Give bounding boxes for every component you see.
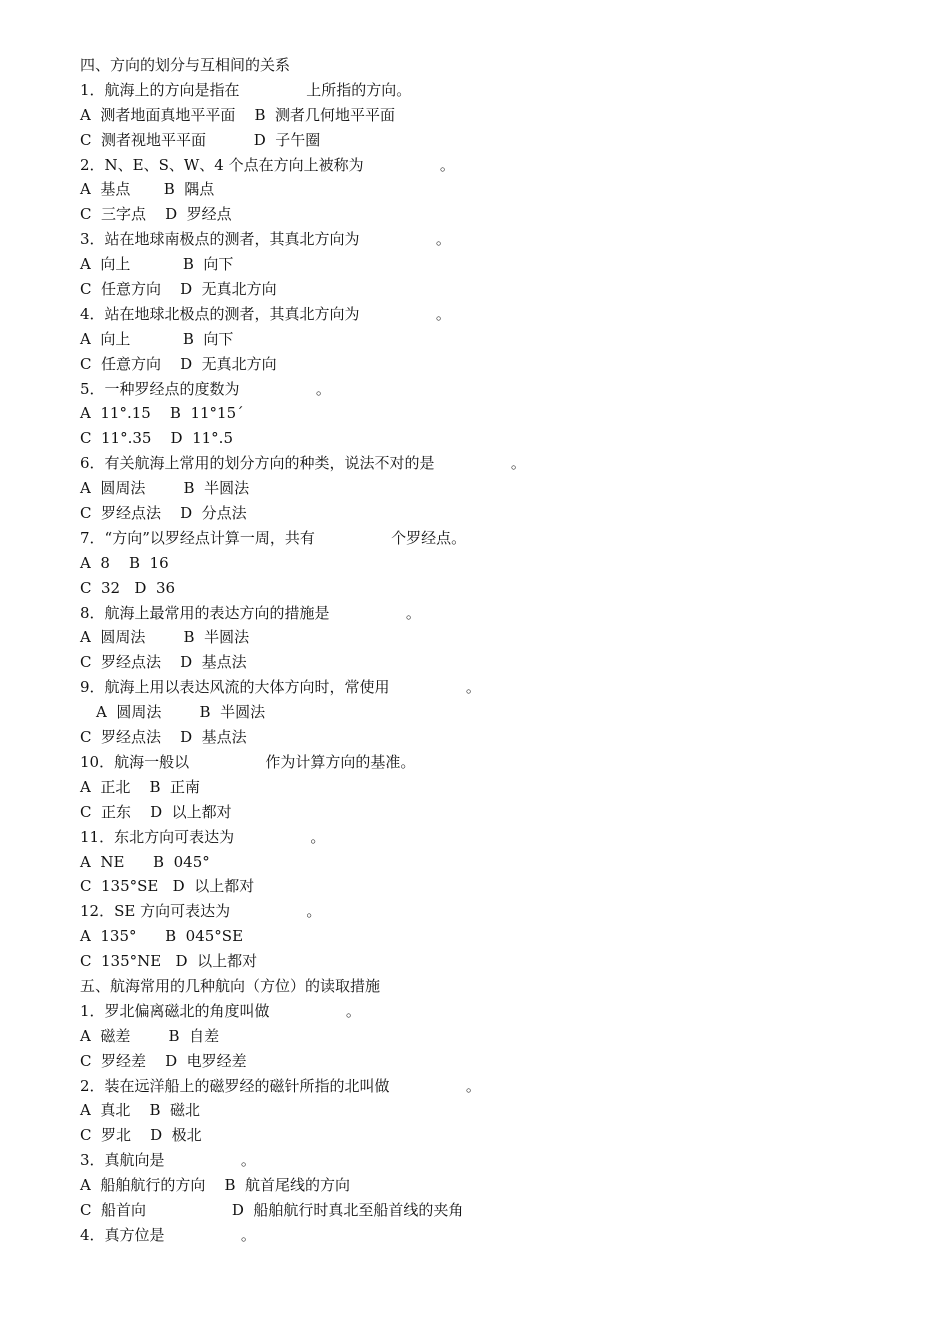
text-line: A 向上 B 向下 bbox=[80, 255, 234, 274]
text-line: C 罗北 D 极北 bbox=[80, 1126, 202, 1145]
text-line: C 135°NE D 以上都对 bbox=[80, 952, 258, 971]
text-line: 2．N、E、S、W、4 个点在方向上被称为 。 bbox=[80, 155, 455, 174]
text-line: A 真北 B 磁北 bbox=[80, 1101, 201, 1120]
text-line: A 135° B 045°SE bbox=[80, 927, 244, 946]
text-line: 12．SE 方向可表达为 。 bbox=[80, 902, 322, 921]
text-line: C 罗经点法 D 基点法 bbox=[80, 728, 247, 747]
text-line: 四、方向的划分与互相间的关系 bbox=[80, 56, 291, 74]
text-line: A 圆周法 B 半圆法 bbox=[96, 703, 266, 722]
text-line: A 测者地面真地平平面 B 测者几何地平平面 bbox=[80, 105, 396, 124]
text-line: A 基点 B 隅点 bbox=[80, 180, 215, 199]
document-page bbox=[80, 53, 900, 1248]
text-line: 7．“方向”以罗经点计算一周，共有 个罗经点。 bbox=[80, 528, 467, 547]
text-line: C 船首向 D 船舶航行时真北至船首线的夹角 bbox=[80, 1200, 464, 1219]
text-line: 1．航海上的方向是指在 上所指的方向。 bbox=[80, 80, 412, 99]
text-line: 4．真方位是 。 bbox=[80, 1225, 256, 1244]
text-line: A 8 B 16 bbox=[80, 553, 169, 572]
text-line: A 正北 B 正南 bbox=[80, 777, 201, 796]
text-line: C 罗经点法 D 基点法 bbox=[80, 653, 247, 672]
text-line: C 罗经点法 D 分点法 bbox=[80, 504, 247, 523]
text-line: A 圆周法 B 半圆法 bbox=[80, 628, 250, 647]
text-line: A NE B 045° bbox=[80, 852, 210, 871]
text-line: C 135°SE D 以上都对 bbox=[80, 877, 255, 896]
text-line: 11．东北方向可表达为 。 bbox=[80, 827, 326, 846]
text-line: C 测者视地平平面 D 子午圈 bbox=[80, 130, 321, 149]
text-line: C 11°.35 D 11°.5 bbox=[80, 429, 233, 448]
text-line: A 11°.15 B 11°15´ bbox=[80, 404, 244, 423]
text-line: 1．罗北偏离磁北的角度叫做 。 bbox=[80, 1001, 361, 1020]
text-line: C 任意方向 D 无真北方向 bbox=[80, 280, 277, 299]
text-line: 3．站在地球南极点的测者，其真北方向为 。 bbox=[80, 230, 451, 249]
text-line: C 正东 D 以上都对 bbox=[80, 802, 232, 821]
text-line: A 船舶航行的方向 B 航首尾线的方向 bbox=[80, 1176, 351, 1195]
text-line: C 罗经差 D 电罗经差 bbox=[80, 1051, 247, 1070]
text-line: 4．站在地球北极点的测者，其真北方向为 。 bbox=[80, 304, 451, 323]
text-line: A 磁差 B 自差 bbox=[80, 1026, 220, 1045]
text-line: 5．一种罗经点的度数为 。 bbox=[80, 379, 331, 398]
text-line: C 32 D 36 bbox=[80, 578, 176, 597]
text-line: C 任意方向 D 无真北方向 bbox=[80, 354, 277, 373]
text-line: 9．航海上用以表达风流的大体方向时，常使用 。 bbox=[80, 678, 481, 697]
text-line: C 三字点 D 罗经点 bbox=[80, 205, 232, 224]
text-line: 8．航海上最常用的表达方向的措施是 。 bbox=[80, 603, 421, 622]
text-line: 五、航海常用的几种航向（方位）的读取措施 bbox=[80, 976, 381, 995]
text-line: A 圆周法 B 半圆法 bbox=[80, 479, 250, 498]
text-line: 6．有关航海上常用的划分方向的种类，说法不对的是 。 bbox=[80, 454, 526, 473]
text-line: 2．装在远洋船上的磁罗经的磁针所指的北叫做 。 bbox=[80, 1076, 481, 1095]
text-line: A 向上 B 向下 bbox=[80, 329, 234, 348]
text-line: 10．航海一般以 作为计算方向的基准。 bbox=[80, 752, 416, 771]
text-line: 3．真航向是 。 bbox=[80, 1151, 256, 1170]
